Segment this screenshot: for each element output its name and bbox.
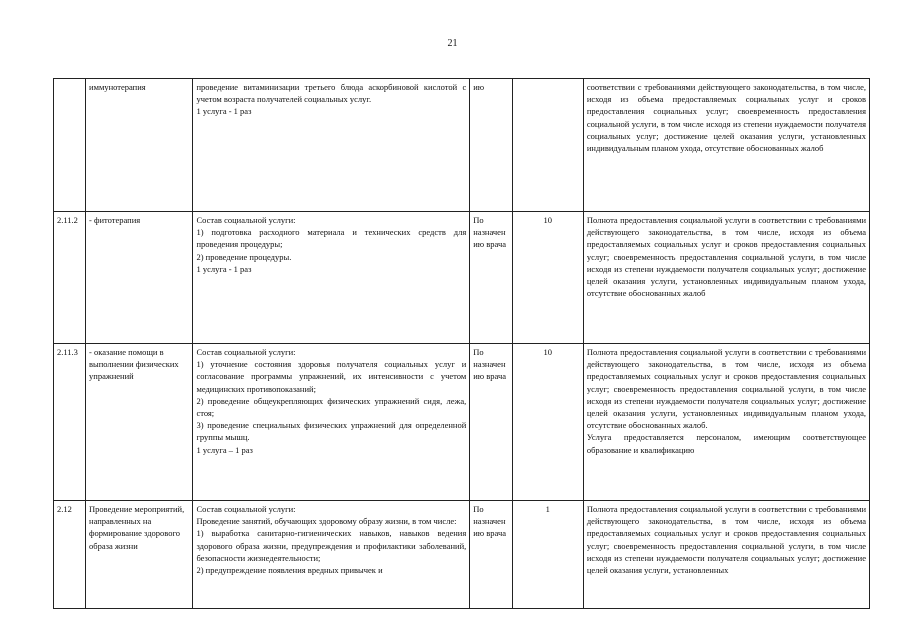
service-quantity: 1 (512, 501, 583, 609)
row-number: 2.12 (54, 501, 86, 609)
table-row (54, 344, 870, 501)
row-number (54, 79, 86, 212)
content-line: 1 услуга - 1 раз (196, 263, 252, 274)
content-line: 2) предупреждение появления вредных привычек и (196, 565, 383, 576)
service-name-text: - фитотерапия (89, 215, 141, 225)
content-line: 1 услуга - 1 раз (196, 106, 252, 117)
service-quantity (512, 79, 583, 212)
service-period: ию (470, 79, 512, 212)
service-name (86, 501, 193, 609)
quality-criteria (583, 79, 869, 212)
services-table (53, 78, 870, 609)
quality-line: соответствии с требованиями действующего законодательства, в том числе, исходя из объема предоставляемых социальных услуг и сроков предоставления социальных услуг; своевременность предоставления социальной услуги, в том числе исходя из степени нуждаемости получателя социальных услуг; достижение целей оказания услуги, установленных индивидуальным планом ухода, отсутствие обоснованных жалоб (586, 82, 866, 154)
content-line: Состав социальной услуги: (196, 504, 296, 514)
content-line: 1) подготовка расходного материала и технических средств для проведения процедуры; (196, 227, 467, 250)
table-row (54, 501, 870, 609)
service-period: По назначен ию врача (470, 212, 512, 344)
service-quantity: 10 (512, 212, 583, 344)
service-period: По назначен ию врача (470, 344, 512, 501)
service-name-text: иммунотерапия (89, 82, 146, 92)
content-line: 1) выработка санитарно-гигиенических навыков, навыков ведения здорового образа жизни, предупреждения и профилактики заболеваний, безопасности жизнедеятельности; (196, 528, 467, 563)
row-number: 2.11.2 (54, 212, 86, 344)
content-line: проведение витаминизации третьего блюда аскорбиновой кислотой с учетом возраста получателей социальных услуг. (196, 82, 467, 105)
service-content (193, 501, 470, 609)
service-period: По назначен ию врача (470, 501, 512, 609)
service-content (193, 212, 470, 344)
service-quantity: 10 (512, 344, 583, 501)
quality-criteria (583, 344, 869, 501)
quality-criteria (583, 501, 869, 609)
quality-line: Полнота предоставления социальной услуги в соответствии с требованиями действующего законодательства, в том числе, исходя из объема предоставляемых социальных услуг и сроков предоставления социальных услуг; своевременность предоставления социальной услуги, в том числе исходя из степени нуждаемости получателя социальных услуг; достижение целей оказания услуги, установленных (586, 504, 866, 576)
content-line: Состав социальной услуги: (196, 347, 296, 357)
service-content (193, 79, 470, 212)
content-line: 1) уточнение состояния здоровья получателя социальных услуг и согласование программы упражнений, их интенсивности с учетом медицинских противопоказаний; (196, 359, 467, 394)
service-name-text: Проведение мероприятий, направленных на формирование здорового образа жизни (89, 504, 185, 551)
service-name (86, 344, 193, 501)
service-name (86, 79, 193, 212)
service-name-text: - оказание помощи в выполнении физических упражнений (89, 347, 179, 382)
content-line: 3) проведение специальных физических упражнений для определенной группы мышц. (196, 420, 467, 443)
content-line: 2) проведение процедуры. (196, 251, 292, 262)
content-line: Состав социальной услуги: (196, 215, 296, 225)
service-name (86, 212, 193, 344)
table-row (54, 79, 870, 212)
service-content (193, 344, 470, 501)
row-number: 2.11.3 (54, 344, 86, 501)
quality-line: Полнота предоставления социальной услуги в соответствии с требованиями действующего законодательства, в том числе, исходя из объема предоставляемых социальных услуг и сроков предоставления социальных услуг; своевременность предоставления социальной услуги, в том числе исходя из степени нуждаемости получателя социальных услуг; достижение целей оказания услуги, установленных индивидуальным планом ухода, отсутствие обоснованных жалоб. (586, 347, 866, 431)
content-line: 1 услуга – 1 раз (196, 444, 253, 455)
table-row (54, 212, 870, 344)
quality-criteria (583, 212, 869, 344)
page-number: 21 (447, 38, 458, 49)
content-line: Проведение занятий, обучающих здоровому образу жизни, в том числе: (196, 516, 457, 527)
quality-line: Полнота предоставления социальной услуги в соответствии с требованиями действующего законодательства, в том числе, исходя из объема предоставляемых социальных услуг и сроков предоставления социальных услуг; своевременность предоставления социальной услуги, в том числе исходя из степени нуждаемости получателя социальных услуг; достижение целей оказания услуги, установленных индивидуальным планом ухода, отсутствие обоснованных жалоб (586, 215, 866, 299)
content-line: 2) проведение общеукрепляющих физических упражнений сидя, лежа, стоя; (196, 395, 467, 419)
quality-line: Услуга предоставляется персоналом, имеющим соответствующее образование и квалификацию (586, 432, 866, 455)
